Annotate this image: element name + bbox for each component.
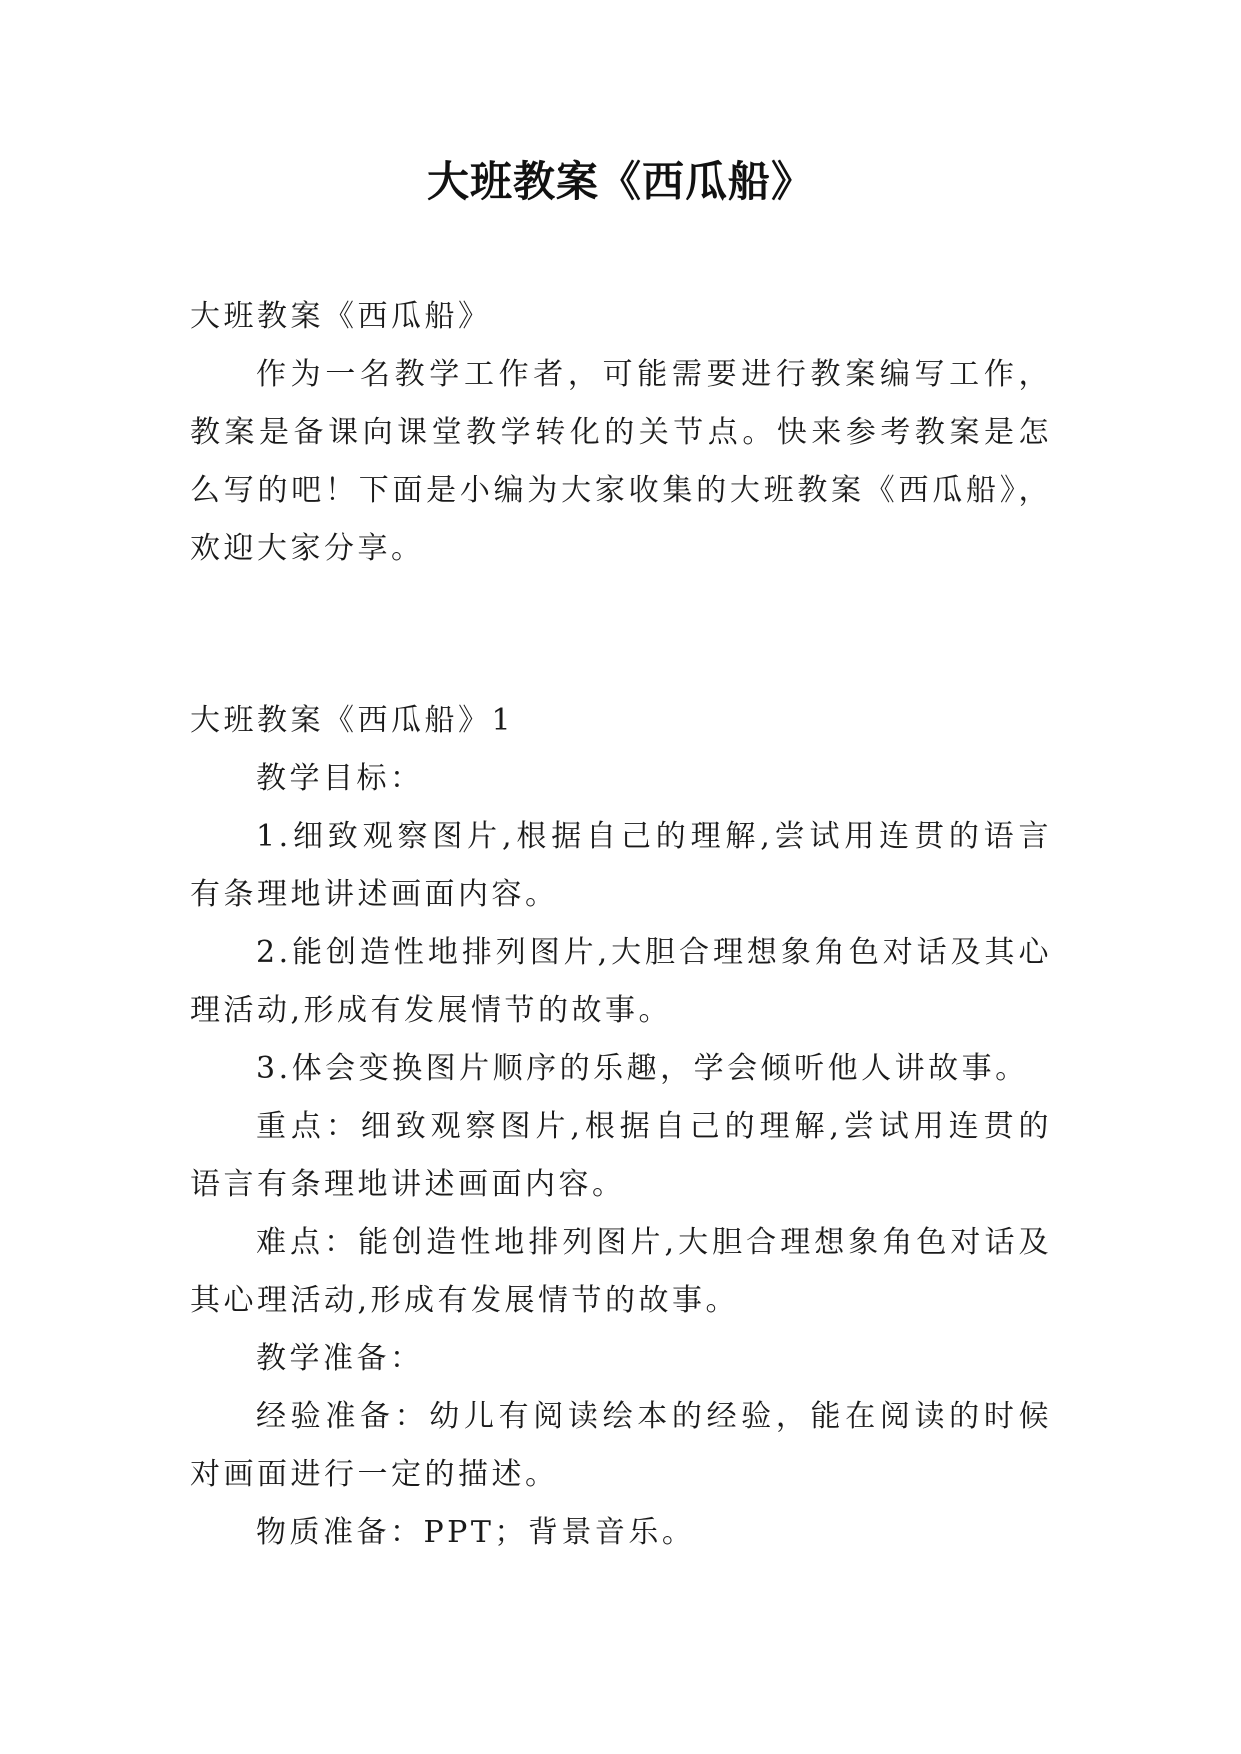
experience-prep-paragraph: 经验准备：幼儿有阅读绘本的经验，能在阅读的时候对画面进行一定的描述。: [190, 1399, 1052, 1492]
difficulty-paragraph: 难点：能创造性地排列图片,大胆合理想象角色对话及其心理活动,形成有发展情节的故事。: [190, 1225, 1052, 1318]
intro-section: [190, 288, 1052, 578]
goal-item-3: 3.体会变换图片顺序的乐趣，学会倾听他人讲故事。: [256, 1051, 1029, 1086]
lesson-heading: 大班教案《西瓜船》1: [190, 703, 515, 738]
intro-paragraph: 作为一名教学工作者，可能需要进行教案编写工作，教案是备课向课堂教学转化的关节点。快来参考教案是怎么写的吧！下面是小编为大家收集的大班教案《西瓜船》，欢迎大家分享。: [190, 357, 1052, 566]
lesson-section: [190, 692, 1052, 1562]
goal-item-2: 2.能创造性地排列图片,大胆合理想象角色对话及其心理活动,形成有发展情节的故事。: [190, 935, 1052, 1028]
goals-heading: 教学目标：: [256, 761, 424, 796]
goal-item-1: 1.细致观察图片,根据自己的理解,尝试用连贯的语言有条理地讲述画面内容。: [190, 819, 1052, 912]
material-prep-paragraph: 物质准备：PPT；背景音乐。: [256, 1515, 696, 1550]
prep-heading: 教学准备：: [256, 1341, 424, 1376]
key-point-paragraph: 重点：细致观察图片,根据自己的理解,尝试用连贯的语言有条理地讲述画面内容。: [190, 1109, 1052, 1202]
intro-heading: 大班教案《西瓜船》: [190, 299, 492, 334]
document-title: 大班教案《西瓜船》: [426, 157, 814, 206]
